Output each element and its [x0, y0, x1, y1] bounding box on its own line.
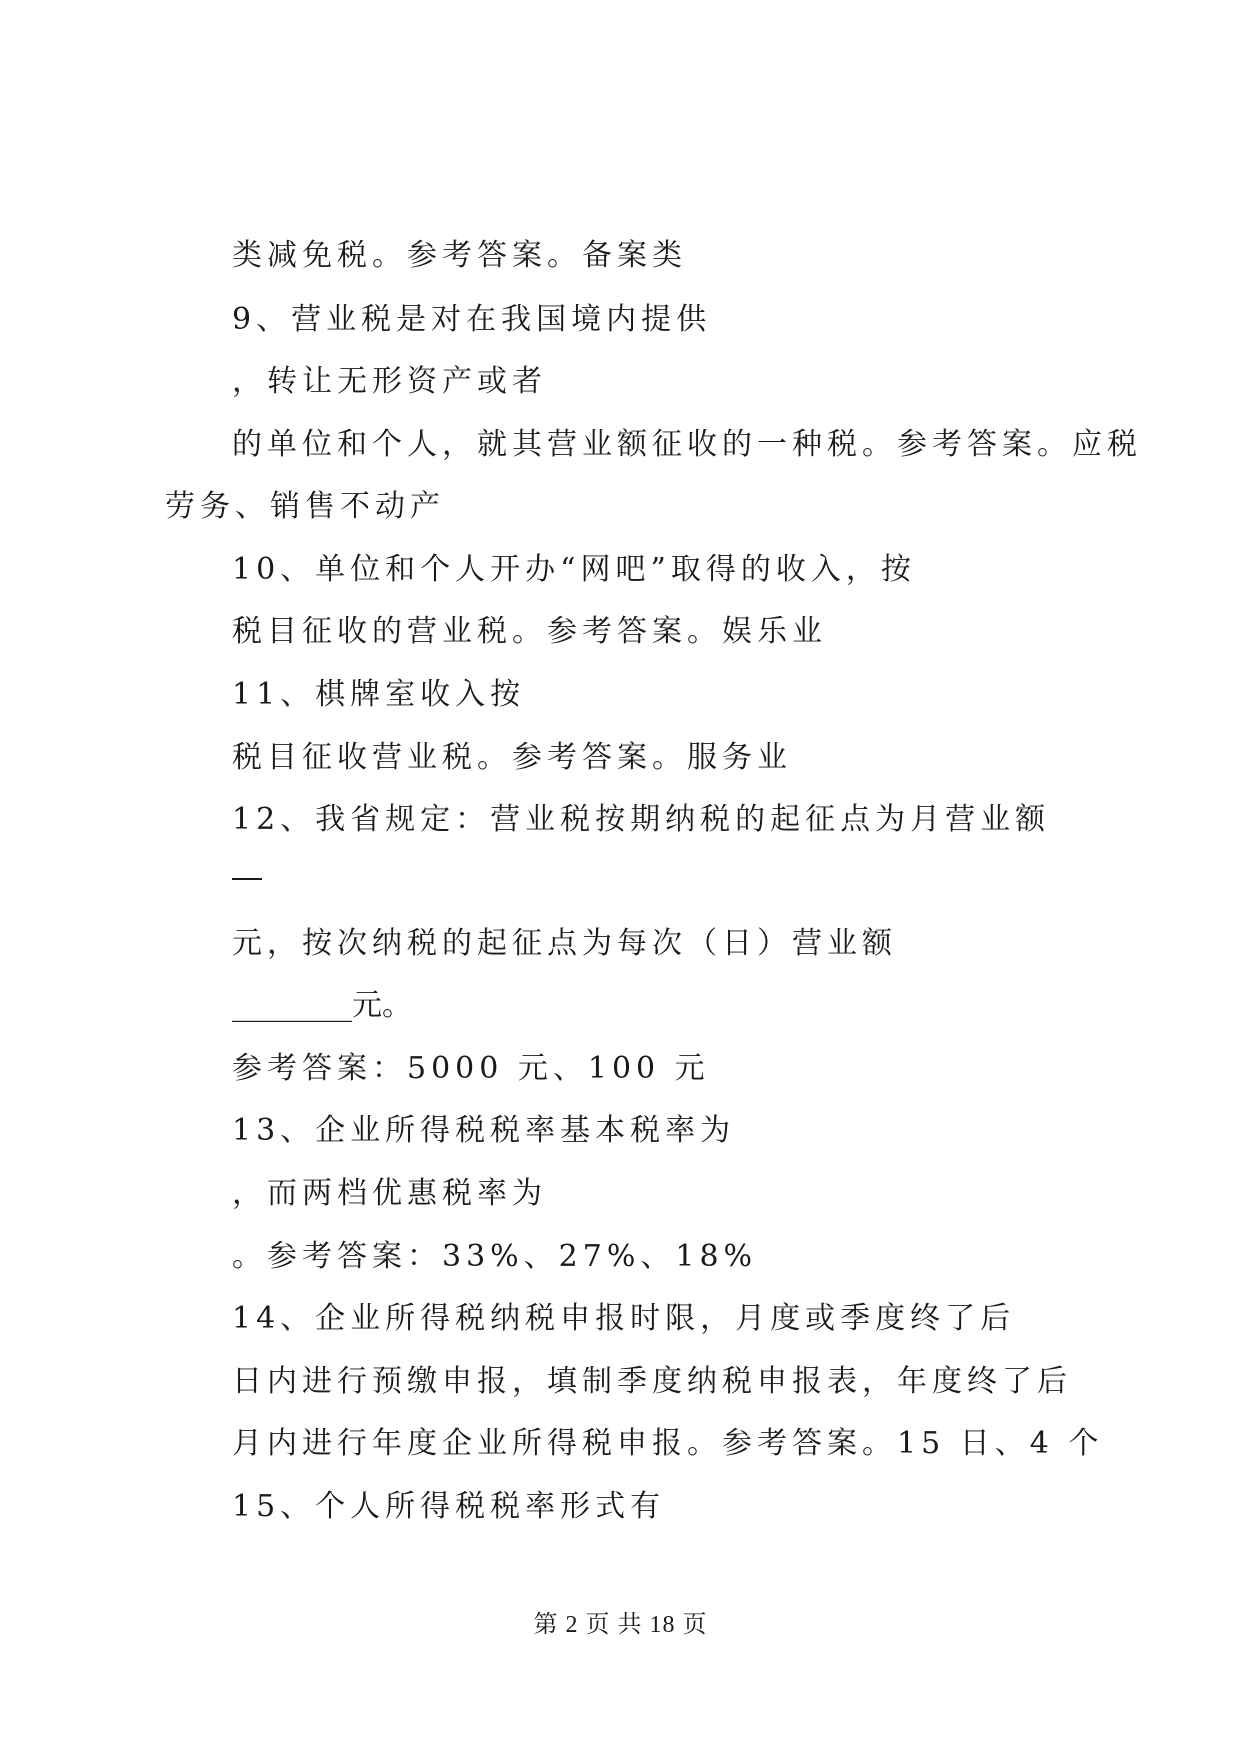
question-14: 14、企业所得税纳税申报时限，月度或季度终了后	[232, 1301, 1016, 1336]
text-line: ，转让无形资产或者	[232, 364, 547, 399]
question-15: 15、个人所得税税率形式有	[232, 1489, 666, 1524]
page-number: 第 2 页 共 18 页	[533, 1612, 708, 1638]
answer-line: 参考答案：5000 元、100 元	[232, 1051, 710, 1086]
text-line: ，而两档优惠税率为	[232, 1176, 547, 1211]
text-line: 类减免税。参考答案。备案类	[232, 238, 687, 273]
text-line: 日内进行预缴申报，填制季度纳税申报表，年度终了后	[232, 1364, 1072, 1399]
blank-line: ________元。	[232, 988, 412, 1023]
text-line: 税目征收的营业税。参考答案。娱乐业	[232, 614, 827, 649]
blank-rule	[232, 878, 262, 880]
text-line: 劳务、销售不动产	[165, 489, 445, 524]
text-line: 税目征收营业税。参考答案。服务业	[232, 740, 792, 775]
question-9: 9、营业税是对在我国境内提供	[232, 302, 712, 337]
text-line: 元，按次纳税的起征点为每次（日）营业额	[232, 926, 897, 961]
question-10: 10、单位和个人开办“网吧”取得的收入，按	[232, 552, 916, 587]
question-13: 13、企业所得税税率基本税率为	[232, 1113, 736, 1148]
question-12: 12、我省规定：营业税按期纳税的起征点为月营业额	[232, 802, 1051, 837]
answer-line: 。参考答案：33%、27%、18%	[232, 1239, 758, 1274]
question-11: 11、棋牌室收入按	[232, 677, 526, 712]
text-line: 月内进行年度企业所得税申报。参考答案。15 日、4 个	[232, 1426, 1104, 1461]
text-line: 的单位和个人，就其营业额征收的一种税。参考答案。应税	[232, 427, 1142, 462]
